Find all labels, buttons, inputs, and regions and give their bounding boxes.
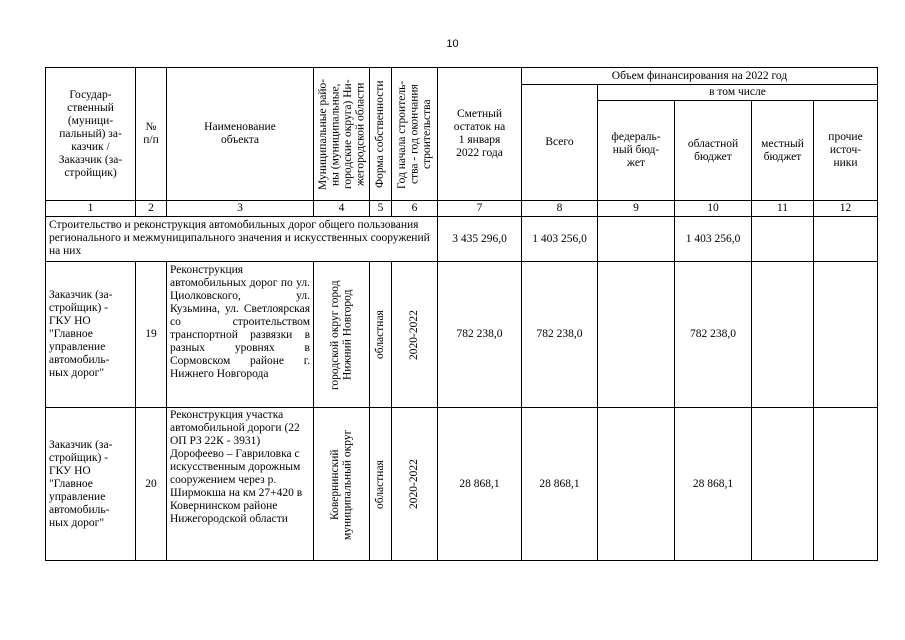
column-number: 9 (598, 201, 675, 217)
header-other: прочие источ- ники (814, 101, 878, 201)
column-numbers-row (46, 201, 878, 217)
row-num: 20 (136, 408, 167, 561)
header-customer: Государ- ственный (муници- пальный) за- казчик / Заказчик (за- стройщик) (46, 68, 136, 201)
row-municipality: Ковернинский муниципальный округ (314, 408, 370, 561)
section-local (752, 217, 814, 262)
row-customer: Заказчик (за- стройщик) - ГКУ НО "Главное управление автомобиль- ных дорог" (46, 408, 136, 561)
header-years: Год начала строитель- ства - год окончания строительства (392, 68, 438, 201)
header-row-1 (46, 68, 878, 85)
section-regional: 1 403 256,0 (675, 217, 752, 262)
header-funding-group: Объем финансирования на 2022 год (522, 68, 878, 85)
row-num: 19 (136, 262, 167, 408)
row-object-name: Реконструкция автомобильных дорог по ул. Циолковского, ул. Кузьмина, ул. Светлоярская со строительством транспортной развязки в разных уровнях в Сормовском районе г. Нижнего Новгорода (167, 262, 314, 408)
table-row (46, 262, 878, 408)
section-balance: 3 435 296,0 (438, 217, 522, 262)
row-customer: Заказчик (за- стройщик) - ГКУ НО "Главное управление автомобиль- ных дорог" (46, 262, 136, 408)
header-total: Всего (522, 85, 598, 201)
column-number: 12 (814, 201, 878, 217)
row-local (752, 408, 814, 561)
column-number: 8 (522, 201, 598, 217)
row-federal (598, 262, 675, 408)
row-regional: 28 868,1 (675, 408, 752, 561)
section-total: 1 403 256,0 (522, 217, 598, 262)
header-federal: федераль- ный бюд- жет (598, 101, 675, 201)
header-regional: областной бюджет (675, 101, 752, 201)
row-ownership: областная (370, 408, 392, 561)
column-number: 11 (752, 201, 814, 217)
column-number: 1 (46, 201, 136, 217)
column-number: 3 (167, 201, 314, 217)
row-years: 2020-2022 (392, 262, 438, 408)
header-including: в том числе (598, 85, 878, 101)
column-number: 5 (370, 201, 392, 217)
row-object-name: Реконструкция участка автомобильной дороги (22 ОП РЗ 22К - 3931) Дорофеево – Гавриловка с искусственным дорожным сооружением через р. Ширмокша на км 27+420 в Ковернинском районе Нижегородской области (167, 408, 314, 561)
row-total: 782 238,0 (522, 262, 598, 408)
header-object-name: Наименование объекта (167, 68, 314, 201)
section-row (46, 217, 878, 262)
table-row (46, 408, 878, 561)
row-other (814, 262, 878, 408)
section-title: Строительство и реконструкция автомобильных дорог общего пользования регионального и межмуниципального значения и искусственных сооружений на них (46, 217, 438, 262)
row-municipality: городской округ город Нижний Новгород (314, 262, 370, 408)
row-ownership: областная (370, 262, 392, 408)
row-total: 28 868,1 (522, 408, 598, 561)
row-regional: 782 238,0 (675, 262, 752, 408)
header-local: местный бюджет (752, 101, 814, 201)
row-years: 2020-2022 (392, 408, 438, 561)
column-number: 2 (136, 201, 167, 217)
header-ownership: Форма собственности (370, 68, 392, 201)
page-number: 10 (446, 38, 459, 50)
row-local (752, 262, 814, 408)
header-municipality: Муниципальные райо- ны (муниципальные, городские округа) Ни- жегородской области (314, 68, 370, 201)
financing-table (45, 67, 878, 561)
section-federal (598, 217, 675, 262)
column-number: 4 (314, 201, 370, 217)
column-number: 10 (675, 201, 752, 217)
row-federal (598, 408, 675, 561)
row-other (814, 408, 878, 561)
header-balance: Сметный остаток на 1 января 2022 года (438, 68, 522, 201)
header-num: № п/п (136, 68, 167, 201)
column-number: 7 (438, 201, 522, 217)
row-balance: 28 868,1 (438, 408, 522, 561)
section-other (814, 217, 878, 262)
row-balance: 782 238,0 (438, 262, 522, 408)
column-number: 6 (392, 201, 438, 217)
